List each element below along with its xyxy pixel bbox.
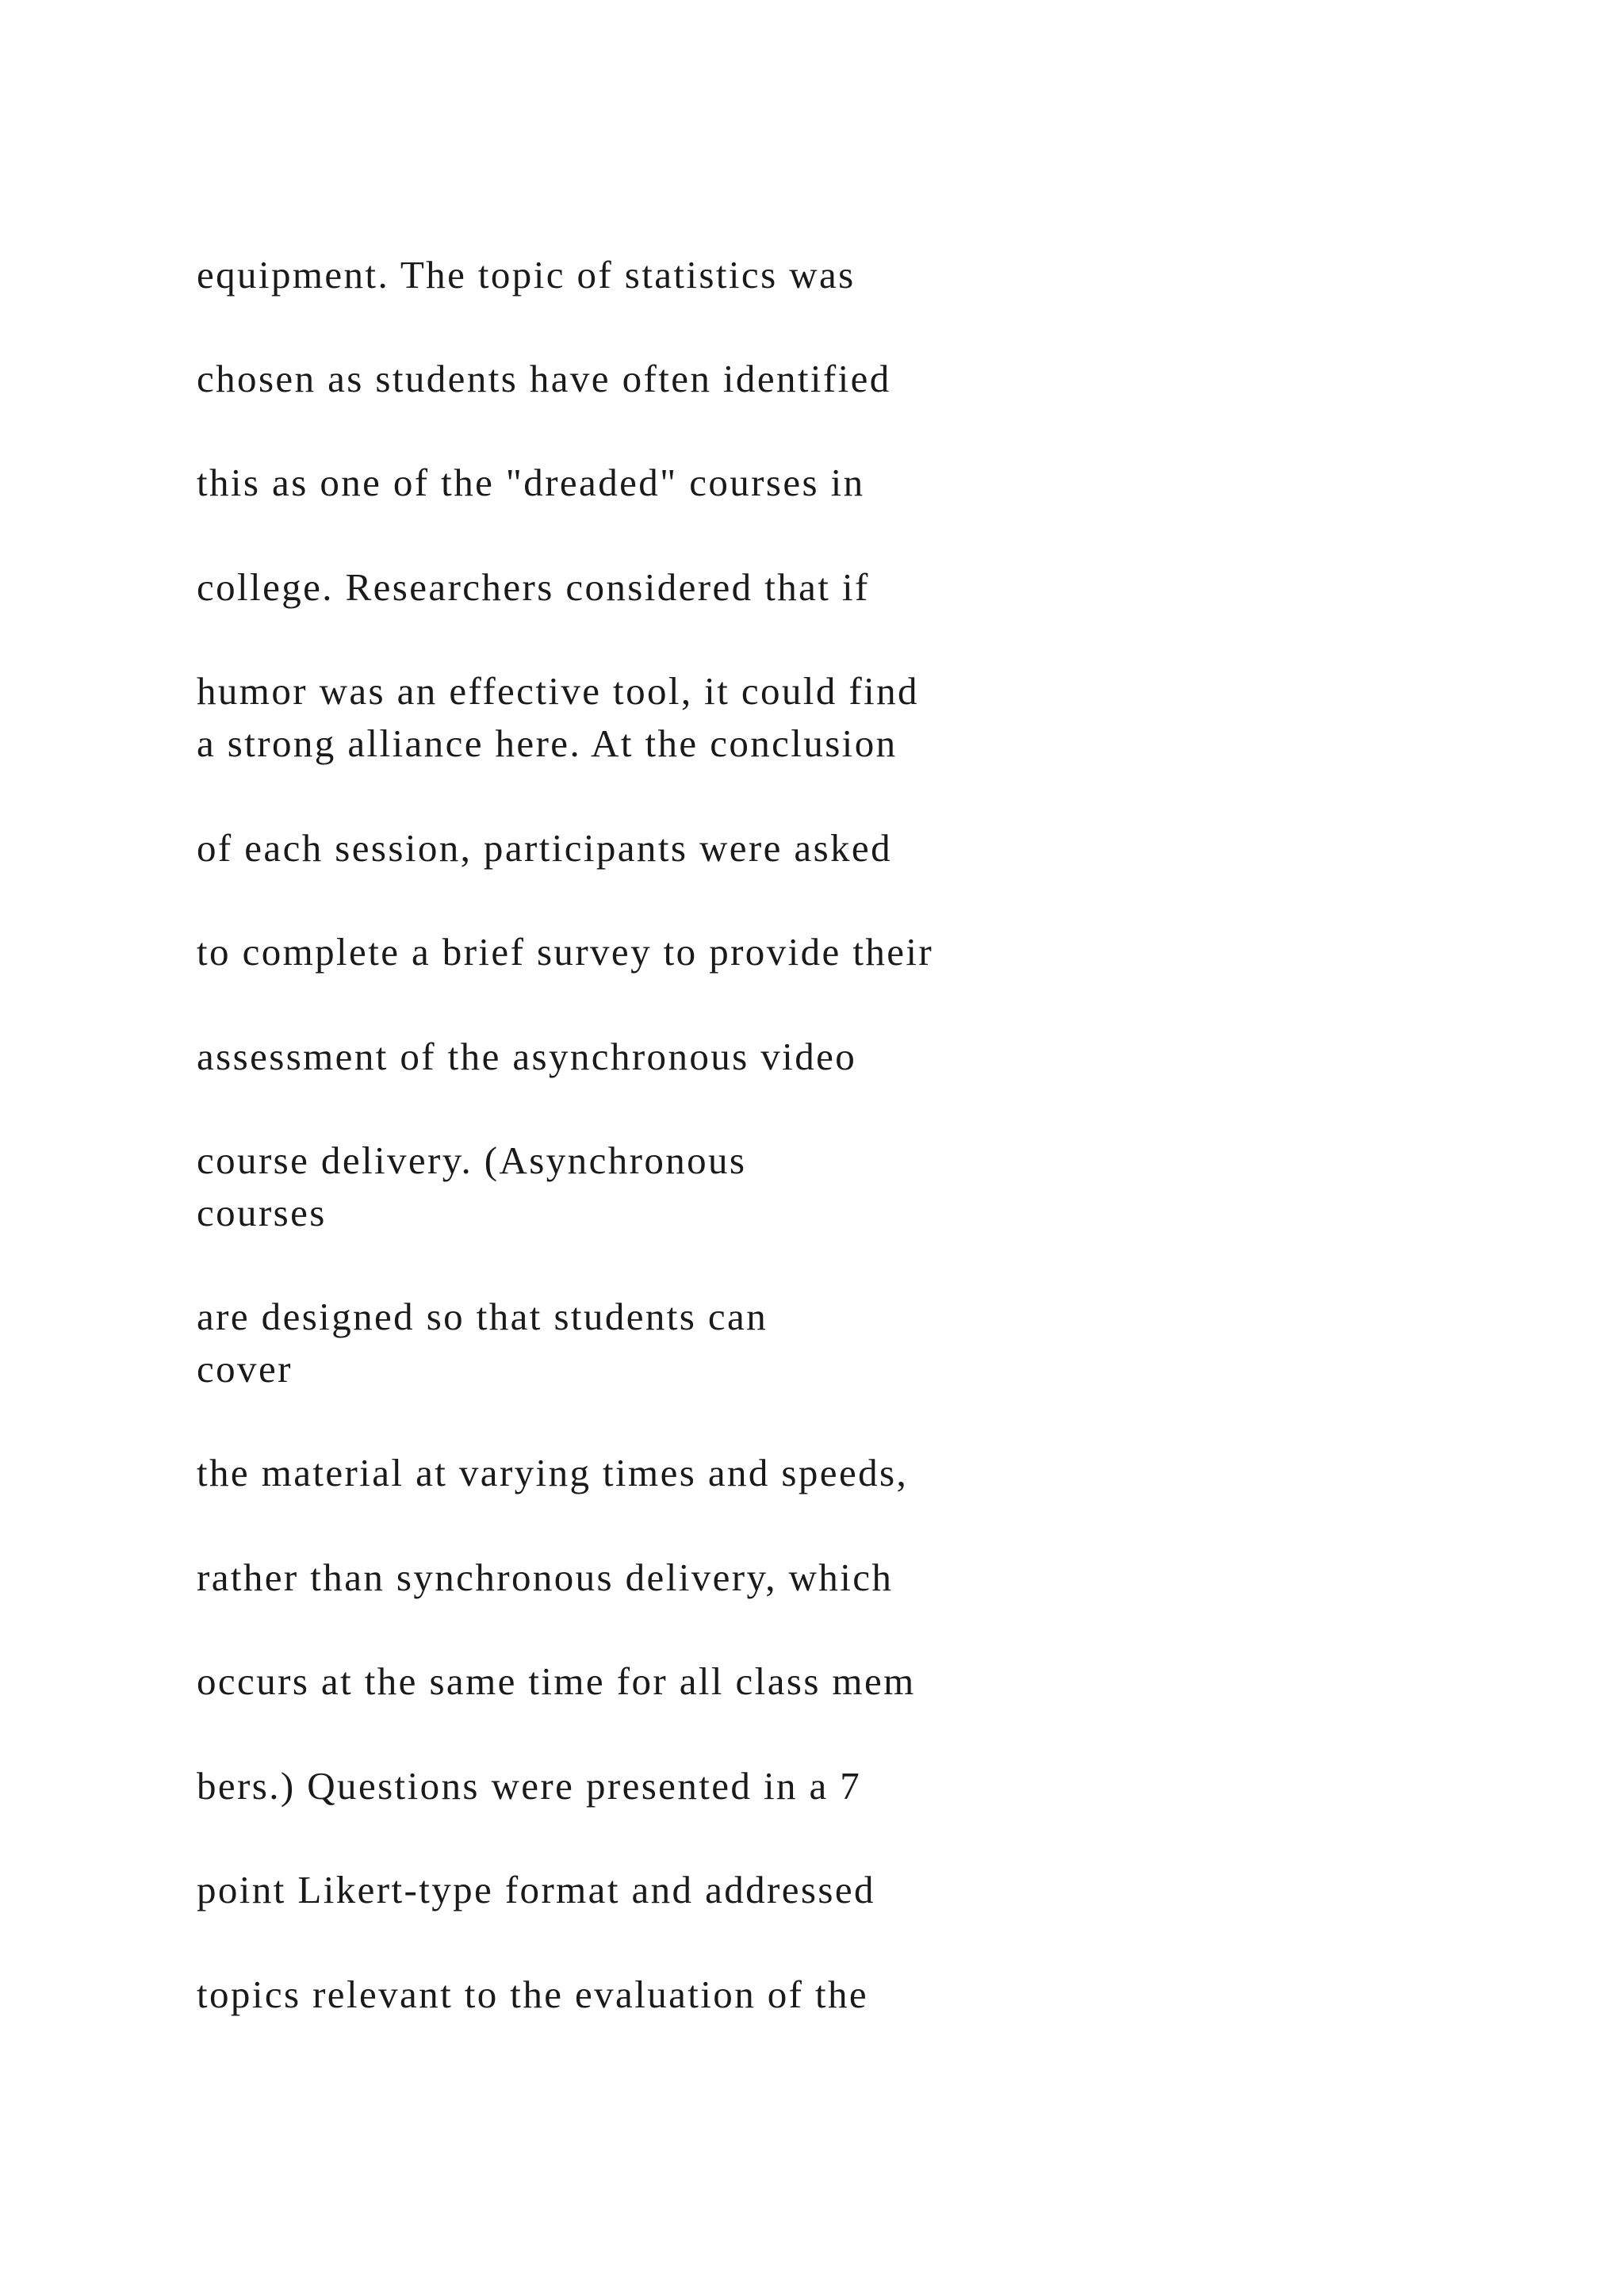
- text-line: humor was an effective tool, it could find: [197, 669, 919, 713]
- text-line: of each session, participants were asked: [197, 826, 892, 870]
- text-line: a strong alliance here. At the conclusion: [197, 721, 898, 765]
- text-line: this as one of the "dreaded" courses in: [197, 461, 865, 504]
- text-line: chosen as students have often identified: [197, 357, 891, 400]
- text-line: point Likert-type format and addressed: [197, 1868, 875, 1911]
- text-line: the material at varying times and speeds,: [197, 1451, 909, 1494]
- text-line: course delivery. (Asynchronous: [197, 1138, 747, 1182]
- text-line: occurs at the same time for all class mem: [197, 1659, 916, 1703]
- text-line: cover: [197, 1347, 293, 1391]
- text-line: courses: [197, 1191, 327, 1234]
- text-line: college. Researchers considered that if: [197, 565, 870, 609]
- text-line: equipment. The topic of statistics was: [197, 253, 856, 297]
- text-line: to complete a brief survey to provide their: [197, 930, 934, 974]
- text-line: bers.) Questions were presented in a 7: [197, 1764, 862, 1808]
- text-line: topics relevant to the evaluation of the: [197, 1973, 869, 2016]
- text-line: are designed so that students can: [197, 1295, 768, 1338]
- text-line: rather than synchronous delivery, which: [197, 1556, 894, 1599]
- text-line: assessment of the asynchronous video: [197, 1035, 857, 1078]
